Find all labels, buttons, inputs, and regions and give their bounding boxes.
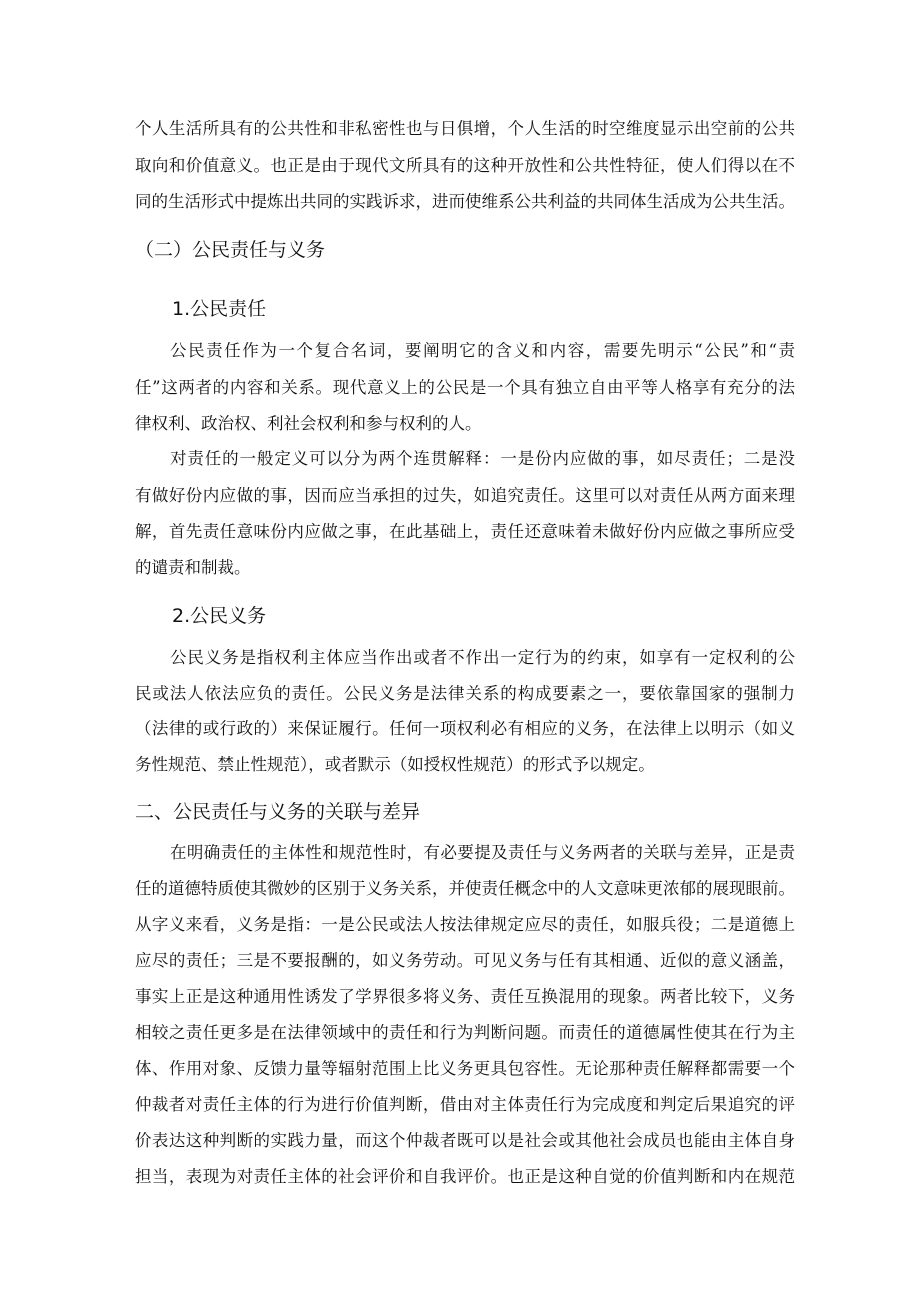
section-heading: （二）公民责任与义务 xyxy=(135,239,326,261)
chapter-heading: 二、公民责任与义务的关联与差异 xyxy=(135,801,421,823)
paragraph-line: 律权利、政治权、利社会权利和参与权利的人。 xyxy=(135,414,482,433)
paragraph-line: 应尽的责任；三是不要报酬的，如义务劳动。可见义务与任有其相通、近似的意义涵盖， xyxy=(135,951,795,970)
paragraph-line: 对责任的一般定义可以分为两个连贯解释：一是份内应做的事，如尽责任；二是没 xyxy=(170,449,795,468)
intro-line: 取向和价值意义。也正是由于现代文所具有的这种开放性和公共性特征，使人们得以在不 xyxy=(135,156,795,175)
paragraph-line: 担当，表现为对责任主体的社会评价和自我评价。也正是这种自觉的价值判断和内在规范 xyxy=(135,1167,795,1186)
paragraph-line: 有做好份内应做的事，因而应当承担的过失，如追究责任。这里可以对责任从两方面来理 xyxy=(135,486,795,505)
paragraph-line: 仲裁者对责任主体的行为进行价值判断，借由对主体责任行为完成度和判定后果追究的评 xyxy=(135,1095,795,1114)
intro-line: 个人生活所具有的公共性和非私密性也与日俱增，个人生活的时空维度显示出空前的公共 xyxy=(135,119,795,138)
paragraph-line: 的谴责和制裁。 xyxy=(135,558,251,577)
paragraph-line: 公民责任作为一个复合名词，要阐明它的含义和内容，需要先明示“公民”和“责 xyxy=(170,341,795,360)
paragraph-line: 解，首先责任意味份内应做之事，在此基础上，责任还意味着未做好份内应做之事所应受 xyxy=(135,522,795,541)
paragraph-line: 价表达这种判断的实践力量，而这个仲裁者既可以是社会或其他社会成员也能由主体自身 xyxy=(135,1131,795,1150)
paragraph-line: 公民义务是指权利主体应当作出或者不作出一定行为的约束，如享有一定权利的公 xyxy=(170,648,795,667)
subsection-heading: 1.公民责任 xyxy=(172,298,267,320)
subsection-heading: 2.公民义务 xyxy=(172,605,267,627)
paragraph-line: （法律的或行政的）来保证履行。任何一项权利必有相应的义务，在法律上以明示（如义 xyxy=(135,719,795,738)
paragraph-line: 体、作用对象、反馈力量等辐射范围上比义务更具包容性。无论那种责任解释都需要一个 xyxy=(135,1059,795,1078)
intro-line: 同的生活形式中提炼出共同的实践诉求，进而使维系公共利益的共同体生活成为公共生活。 xyxy=(135,192,795,211)
paragraph-line: 事实上正是这种通用性诱发了学界很多将义务、责任互换混用的现象。两者比较下，义务 xyxy=(135,987,795,1006)
paragraph-line: 任的道德特质使其微妙的区别于义务关系，并使责任概念中的人文意味更浓郁的展现眼前。 xyxy=(135,879,795,898)
paragraph-line: 从字义来看，义务是指：一是公民或法人按法律规定应尽的责任，如服兵役；二是道德上 xyxy=(135,915,795,934)
paragraph-line: 民或法人依法应负的责任。公民义务是法律关系的构成要素之一，要依靠国家的强制力 xyxy=(135,684,795,703)
paragraph-line: 务性规范、禁止性规范），或者默示（如授权性规范）的形式予以规定。 xyxy=(135,755,655,774)
paragraph-line: 相较之责任更多是在法律领域中的责任和行为判断问题。而责任的道德属性使其在行为主 xyxy=(135,1023,795,1042)
paragraph-line: 任”这两者的内容和关系。现代意义上的公民是一个具有独立自由平等人格享有充分的法 xyxy=(135,378,795,397)
paragraph-line: 在明确责任的主体性和规范性时，有必要提及责任与义务两者的关联与差异，正是责 xyxy=(170,843,795,862)
